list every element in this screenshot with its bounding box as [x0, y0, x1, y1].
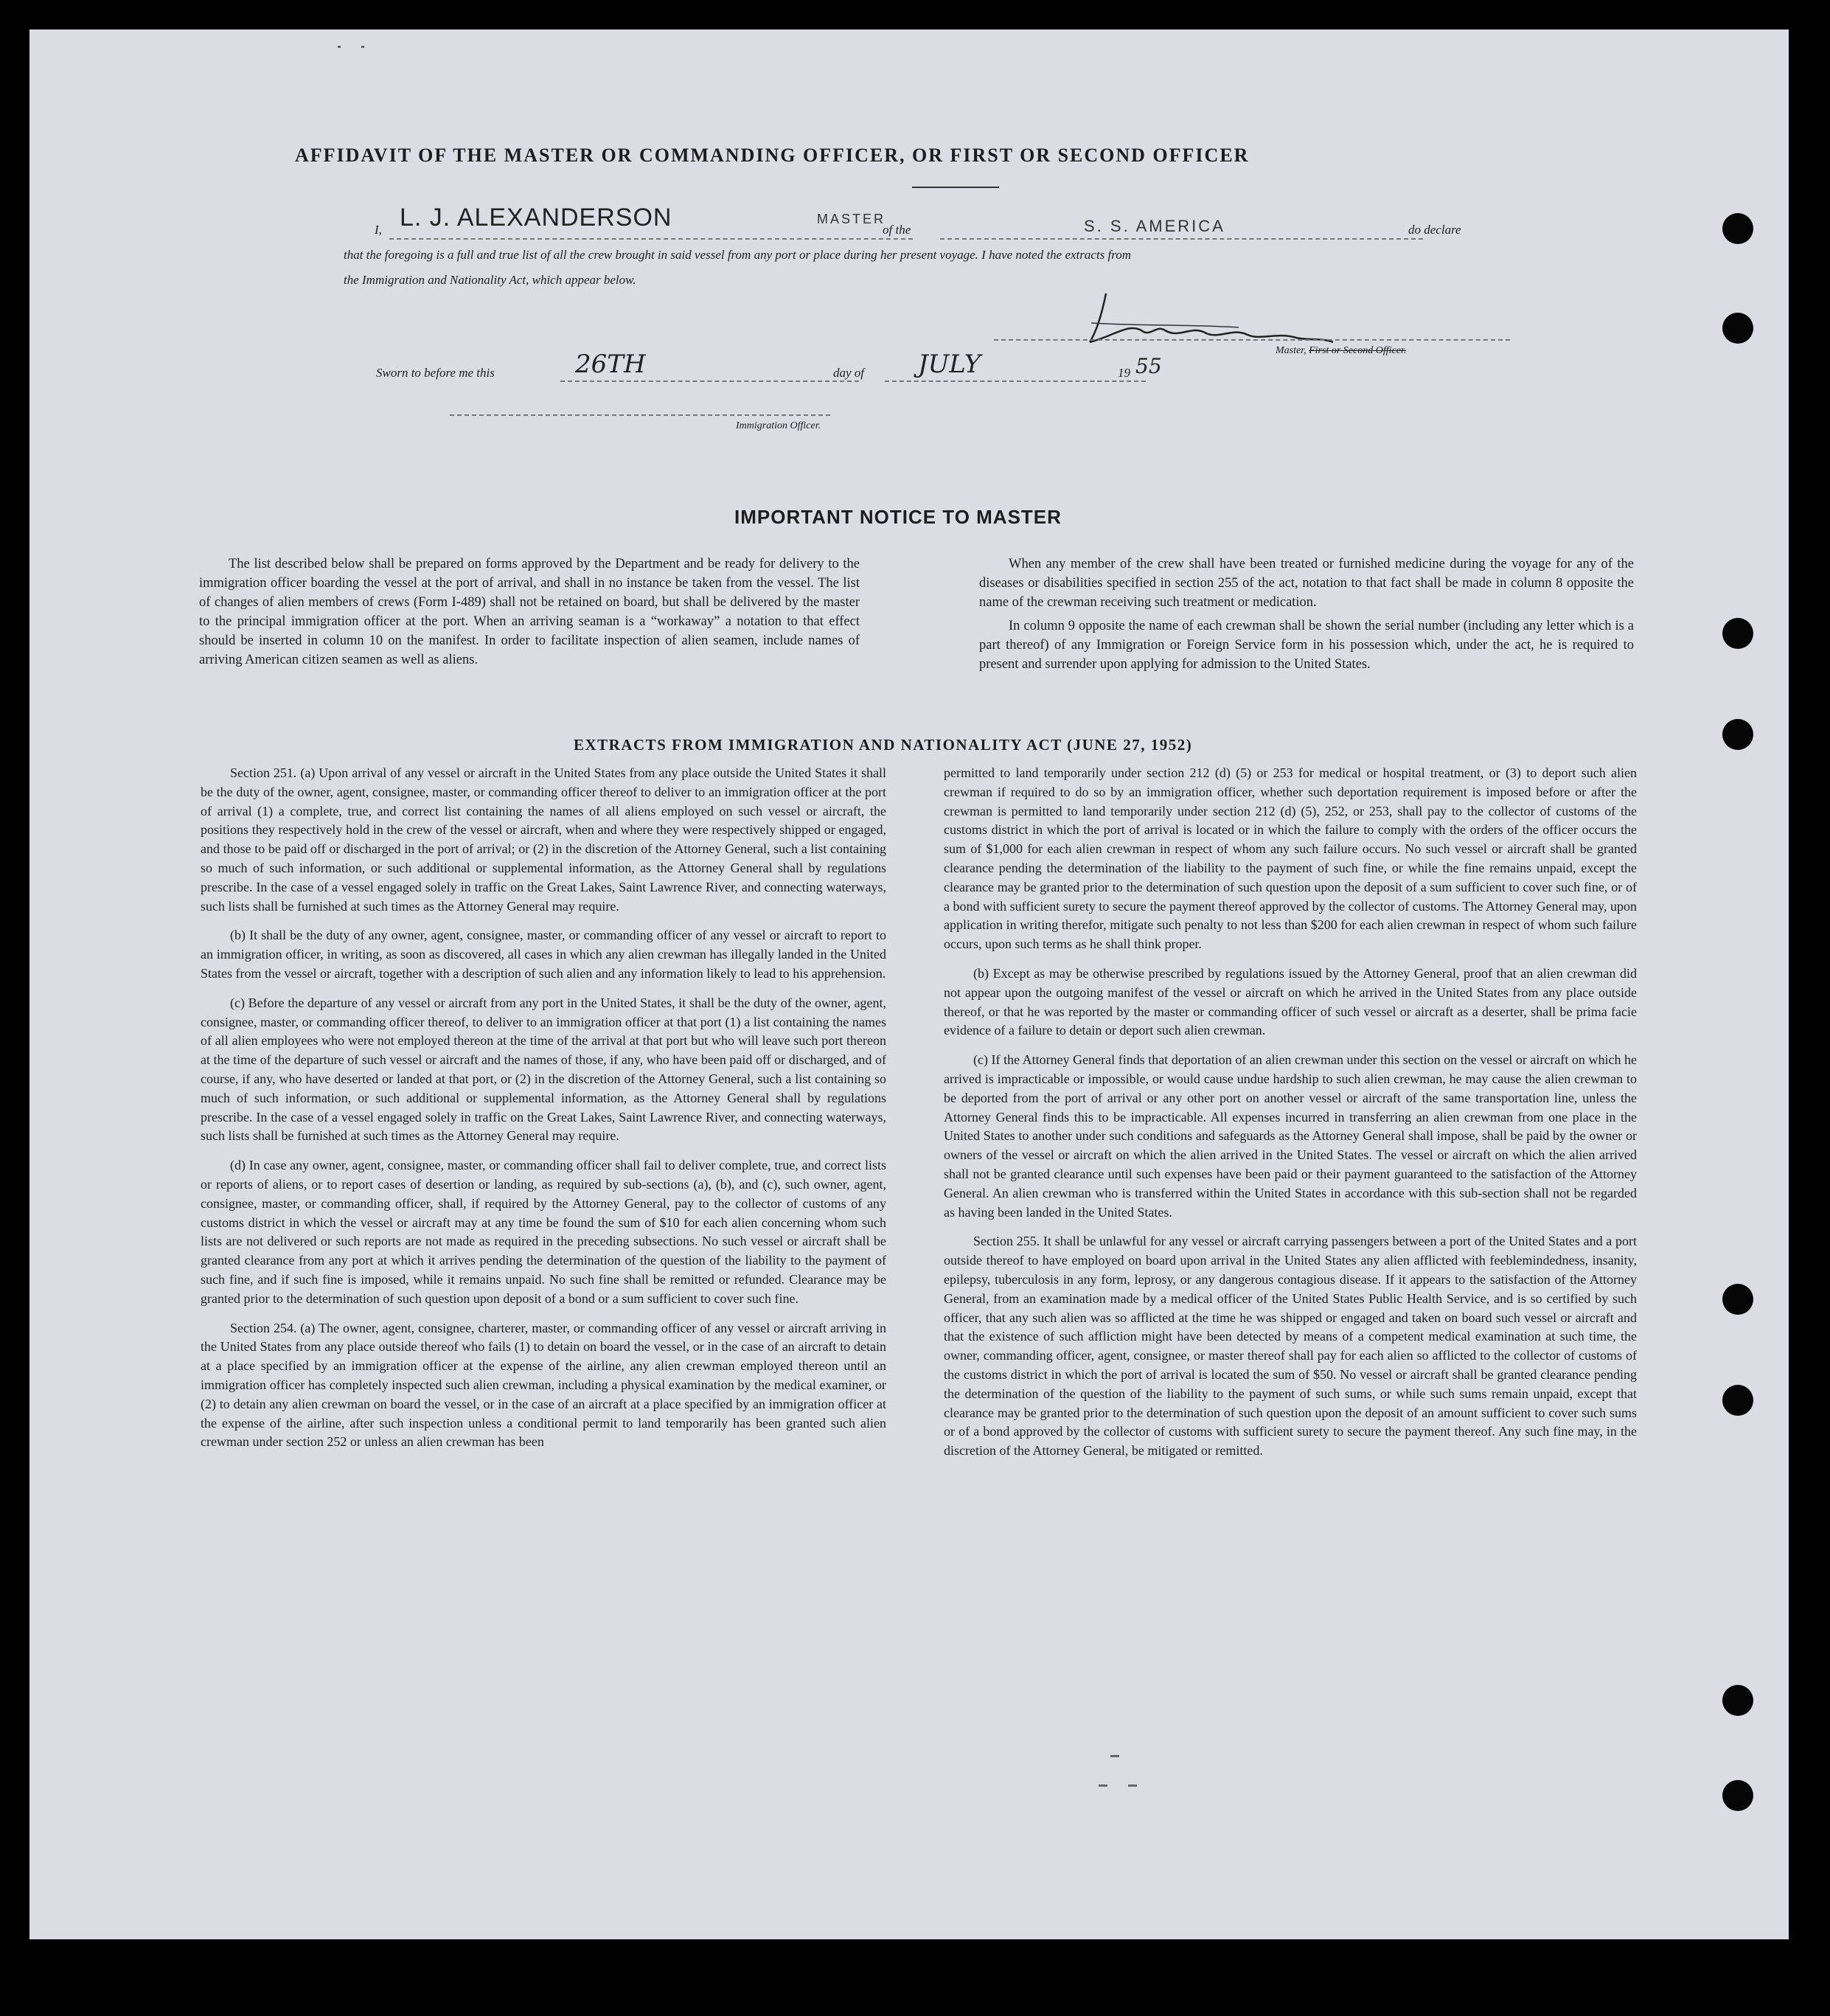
title-underline — [912, 187, 999, 188]
declaration-line-1: that the foregoing is a full and true list of all the crew brought in said vessel from any port or place during her present voyage. I have noted the extracts from — [344, 248, 1132, 262]
notice-left-column — [199, 555, 860, 680]
vessel-line — [940, 238, 1423, 240]
sworn-label: Sworn to before me this — [376, 366, 495, 380]
scan-speck — [1110, 1755, 1119, 1757]
notice-title: IMPORTANT NOTICE TO MASTER — [734, 506, 1062, 528]
extract-paragraph: Section 255. It shall be unlawful for any vessel or aircraft carrying passengers between a port of the United States and a port outside thereof to have employed on board upon arrival in the United States any alien afflicted with feeblemindedness, insanity, epilepsy, tuberculosis in any form, leprosy, or any dangerous contagious disease. If it appears to the satisfaction of the Attorney General, from an examination made by a medical officer of the United States Public Health Service, and is so certified by such officer, that any such alien was so afflicted at the time he was shipped or engaged and taken on board such vessel or aircraft and that the existence of such affliction might have been detected by means of a competent medical examination at such time, the owner, commanding officer, agent, consignee, or master thereof shall pay for each alien so afflicted to the collector of customs of the customs district in which the port of arrival is located the sum of $50. No vessel or aircraft shall be granted clearance pending the determination of the question of the liability to the payment of such sums, or while such sums remain unpaid, except that clearance may be granted prior to the determination of such question upon the deposit of an amount sufficient to cover such sums or of a bond approved by the collector of customs with sufficient surety to secure the payment thereof. Any such fine may, in the discretion of the Attorney General, be mitigated or remitted. — [944, 1234, 1637, 1459]
signature-line — [994, 339, 1510, 341]
document-page — [29, 29, 1789, 1939]
notice-right-paragraph-2: In column 9 opposite the name of each crewman shall be shown the serial number (including any letter which is a part thereof) of any Immigration or Foreign Service form in his possession which, under the act, he is required to present and surrender upon applying for admission to the United States. — [979, 619, 1634, 672]
notice-right-paragraph-1: When any member of the crew shall have been treated or furnished medicine during the voyage for any of the diseases or disabilities specified in section 255 of the act, notation to that fact shall be made in column 8 opposite the name of the crewman receiving such treatment or medication. — [979, 557, 1634, 610]
scan-speck — [361, 46, 364, 48]
officer-line — [450, 414, 830, 416]
punch-hole — [1722, 213, 1753, 244]
day-line — [560, 380, 859, 382]
struck-caption: First or Second Officer. — [1309, 345, 1407, 356]
punch-hole — [1722, 1284, 1753, 1315]
affidavit-title: AFFIDAVIT OF THE MASTER OR COMMANDING OFFICER, OR FIRST OR SECOND OFFICER — [295, 145, 1250, 166]
punch-hole — [1722, 719, 1753, 750]
day-of-label: day of — [833, 366, 865, 380]
extracts-right-column — [944, 764, 1637, 1471]
punch-hole — [1722, 1385, 1753, 1416]
scan-speck — [1099, 1784, 1107, 1787]
extracts-title: EXTRACTS FROM IMMIGRATION AND NATIONALITY ACT (JUNE 27, 1952) — [574, 736, 1193, 754]
of-the-label: of the — [883, 223, 911, 237]
punch-hole — [1722, 1780, 1753, 1811]
extract-paragraph: (c) Before the departure of any vessel or aircraft from any port in the United States, it shall be the duty of the owner, agent, consignee, master, or commanding officer thereof, to deliver to an immigration officer at that port (1) a list containing the names of all alien employees who were not employed thereon at the time of the arrival at that port but who will leave such port thereon at the time of the departure of such vessel or aircraft and the names of those, if any, who have been paid off or discharged, and of course, if any, who have deserted or landed at that port, or (2) in the discretion of the Attorney General, such a list containing so much of such information, or such additional or supplemental information, as the Attorney General shall by regulations prescribe. In the case of a vessel engaged solely in traffic on the Great Lakes, Saint Lawrence River, and connecting waterways, such lists shall be furnished at such times as the Attorney General may require. — [201, 995, 886, 1144]
sworn-day: 26TH — [575, 350, 646, 379]
notice-right-column — [979, 555, 1634, 684]
month-line — [885, 380, 1146, 382]
name-line — [389, 238, 913, 240]
year-handwritten: 55 — [1135, 354, 1162, 378]
rank-stamp: MASTER — [817, 212, 886, 226]
sworn-month: JULY — [918, 350, 981, 379]
scan-speck — [338, 46, 341, 48]
signature-caption: Master, First or Second Officer. — [1276, 345, 1407, 356]
scan-speck — [1128, 1784, 1137, 1787]
extract-paragraph: (b) It shall be the duty of any owner, agent, consignee, master, or commanding officer of any vessel or aircraft to report to an immigration officer, in writing, as soon as discovered, all cases in which any alien crewman has illegally landed in the United States from the vessel or aircraft, together with a description of such alien and any information likely to lead to his apprehension. — [201, 928, 886, 981]
declaration-line-2: the Immigration and Nationality Act, which appear below. — [344, 273, 636, 287]
do-declare-label: do declare — [1408, 223, 1461, 237]
extract-paragraph: (c) If the Attorney General finds that deportation of an alien crewman under this section on the vessel or aircraft on which he arrived is impracticable or impossible, or would cause undue hardship to such alien crewman, he may cause the alien crewman to be deported from the port of arrival or any other port on another vessel or aircraft of the same transportation line, unless the Attorney General finds this to be impracticable. All expenses incurred in transferring an alien crewman from one place in the United States to another under such conditions and safeguards as the Attorney General shall impose, shall be paid by the owner or owners of the vessel or aircraft on which the alien arrived in the United States. The vessel or aircraft on which the alien arrived shall not be granted clearance until such expenses have been paid or their payment guaranteed to the satisfaction of the Attorney General. An alien crewman who is transferred within the United States in accordance with this sub-section shall not be regarded as having been landed in the United States. — [944, 1052, 1637, 1220]
punch-hole — [1722, 618, 1753, 649]
vessel-name: S. S. AMERICA — [1084, 217, 1225, 235]
extract-paragraph: (b) Except as may be otherwise prescribed by regulations issued by the Attorney General, proof that an alien crewman did not appear upon the outgoing manifest of the vessel or aircraft on which he arrived in the United States from any place outside thereof, or that he was reported by the master or commanding officer of such vessel or aircraft as a deserter, shall be prima facie evidence of a failure to detain or deport such alien crewman. — [944, 965, 1637, 1038]
extract-paragraph: permitted to land temporarily under section 212 (d) (5) or 253 for medical or hospital treatment, or (3) to deport such alien crewman if required to do so by an immigration officer, whether such deportation requirement is imposed before or after the crewman is permitted to land temporarily under section 212 (d) (5), 252, or 253, shall pay to the collector of customs of the customs district in which the port of arrival is located or in which the failure to comply with the orders of the officer occurs the sum of $1,000 for each alien crewman in respect of whom any such failure occurs. No such vessel or aircraft shall be granted clearance pending the determination of the liability to the payment of such fine, or while the fine remains unpaid, except the clearance may be granted prior to the determination of such question upon the deposit of a sum sufficient to cover such fine, or of a bond with sufficient surety to secure the payment thereof approved by the collector of customs. The Attorney General may, upon application in writing therefor, mitigate such penalty to not less than $200 for each alien crewman in respect of whom such failure occurs, upon such terms as he shall think proper. — [944, 765, 1637, 952]
extracts-left-column — [201, 764, 886, 1462]
extract-paragraph: Section 251. (a) Upon arrival of any vessel or aircraft in the United States from any place outside the United States it shall be the duty of the owner, agent, consignee, master, or commanding officer thereof to deliver to an immigration officer at the port of arrival (1) a complete, true, and correct list containing the names of all aliens employed on such vessel or aircraft, the positions they respectively hold in the crew of the vessel or aircraft, when and where they were respectively shipped or engaged, and those to be paid off or discharged in the port of arrival; or (2) in the discretion of the Attorney General, such a list containing so much of such information, or such additional or supplemental information, as the Attorney General shall by regulations prescribe. In the case of a vessel engaged solely in traffic on the Great Lakes, Saint Lawrence River, and connecting waterways, such lists shall be furnished at such times as the Attorney General may require. — [201, 765, 886, 914]
master-signature — [1062, 279, 1342, 352]
notice-left-paragraph: The list described below shall be prepared on forms approved by the Department and be ready for delivery to the immigration officer boarding the vessel at the port of arrival, and shall in no instance be taken from the vessel. The list of changes of alien members of crews (Form I-489) shall not be retained on board, but shall be delivered by the master to the principal immigration officer at the port. When an arriving seaman is a “workaway” a notation to that effect should be inserted in column 10 on the manifest. In order to facilitate inspection of alien seamen, include names of arriving American citizen seamen as well as aliens. — [199, 557, 860, 667]
extract-paragraph: Section 254. (a) The owner, agent, consignee, charterer, master, or commanding officer of any vessel or aircraft arriving in the United States from any place outside thereof who fails (1) to detain on board the vessel, or in the case of an aircraft to detain at a place specified by an immigration officer at the expense of the airline, any alien crewman employed thereon until an immigration officer has completely inspected such alien crewman, including a physical examination by the medical examiner, or (2) to detain any alien crewman on board the vessel, or in the case of an aircraft at a place specified by an immigration officer at the expense of the airline, after such inspection unless a conditional permit to land temporarily has been granted such alien crewman under section 252 or unless an alien crewman has been — [201, 1320, 886, 1450]
year-prefix: 19 — [1118, 366, 1130, 380]
officer-caption: Immigration Officer. — [736, 420, 821, 431]
punch-hole — [1722, 313, 1753, 344]
master-name: L. J. ALEXANDERSON — [400, 204, 672, 232]
punch-hole — [1722, 1685, 1753, 1716]
extract-paragraph: (d) In case any owner, agent, consignee, master, or commanding officer shall fail to deliver complete, true, and correct lists or reports of aliens, or to report cases of desertion or landing, as required by sub-sections (a), (b), and (c), such owner, agent, consignee, master, or commanding officer, shall, if required by the Attorney General, pay to the collector of customs of any customs district in which the vessel or aircraft may at any time be found the sum of $10 for each alien concerning whom such lists are not delivered or such reports are not made as required in the preceding subsections. No such vessel or aircraft shall be granted clearance from any port at which it arrives pending the determination of the question of the liability to the payment of such fine, and if such fine is imposed, while it remains unpaid. No such fine shall be remitted or refunded. Clearance may be granted prior to the determination of such question upon deposit of a bond or a sum sufficient to cover such fine. — [201, 1158, 886, 1306]
i-label: I, — [375, 223, 382, 237]
